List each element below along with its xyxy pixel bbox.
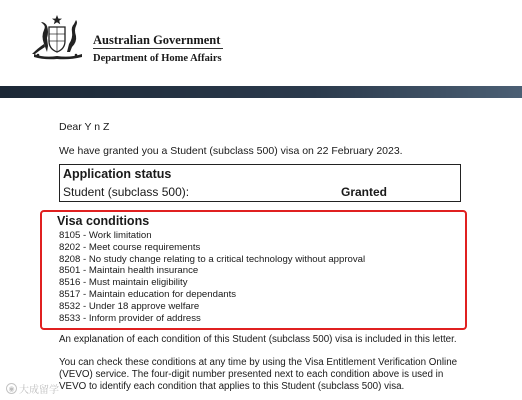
agency-divider (93, 48, 223, 49)
condition-item: 8533 - Inform provider of address (59, 312, 201, 324)
condition-item: 8532 - Under 18 approve welfare (59, 300, 200, 312)
condition-item: 8516 - Must maintain eligibility (59, 277, 188, 289)
watermark-logo-icon: ◉ (6, 383, 17, 394)
application-status-title: Application status (63, 167, 172, 181)
agency-name: Australian Government (93, 33, 221, 47)
watermark-text: 大成留学 (19, 385, 59, 396)
visa-conditions-list (59, 230, 365, 324)
status-value: Granted (341, 185, 388, 199)
vevo-paragraph: You can check these conditions at any time by using the Visa Entitlement Verification Online (VEVO) service. The four-digit number presented next to each condition above is used in VEVO to identify each condition that applies to this Student (subclass 500) visa. (59, 357, 458, 392)
coat-of-arms-icon (28, 14, 86, 60)
watermark (6, 381, 59, 396)
letterhead (0, 0, 522, 92)
condition-item: 8208 - No study change relating to a critical technology without approval (59, 253, 366, 265)
conditions-explanation-note: An explanation of each condition of this Student (subclass 500) visa is included in this letter. (59, 334, 457, 345)
condition-item: 8517 - Maintain education for dependants (59, 288, 237, 300)
grant-statement: We have granted you a Student (subclass 500) visa on 22 February 2023. (59, 145, 403, 157)
condition-item: 8202 - Meet course requirements (59, 241, 201, 253)
visa-subclass-label: Student (subclass 500): (63, 185, 190, 199)
department-name: Department of Home Affairs (93, 53, 222, 64)
visa-conditions-title: Visa conditions (57, 214, 150, 228)
salutation: Dear Y n Z (59, 121, 110, 133)
application-status-box (59, 164, 461, 202)
header-bar (0, 86, 522, 98)
condition-item: 8501 - Maintain health insurance (59, 265, 199, 277)
condition-item: 8105 - Work limitation (59, 230, 152, 241)
